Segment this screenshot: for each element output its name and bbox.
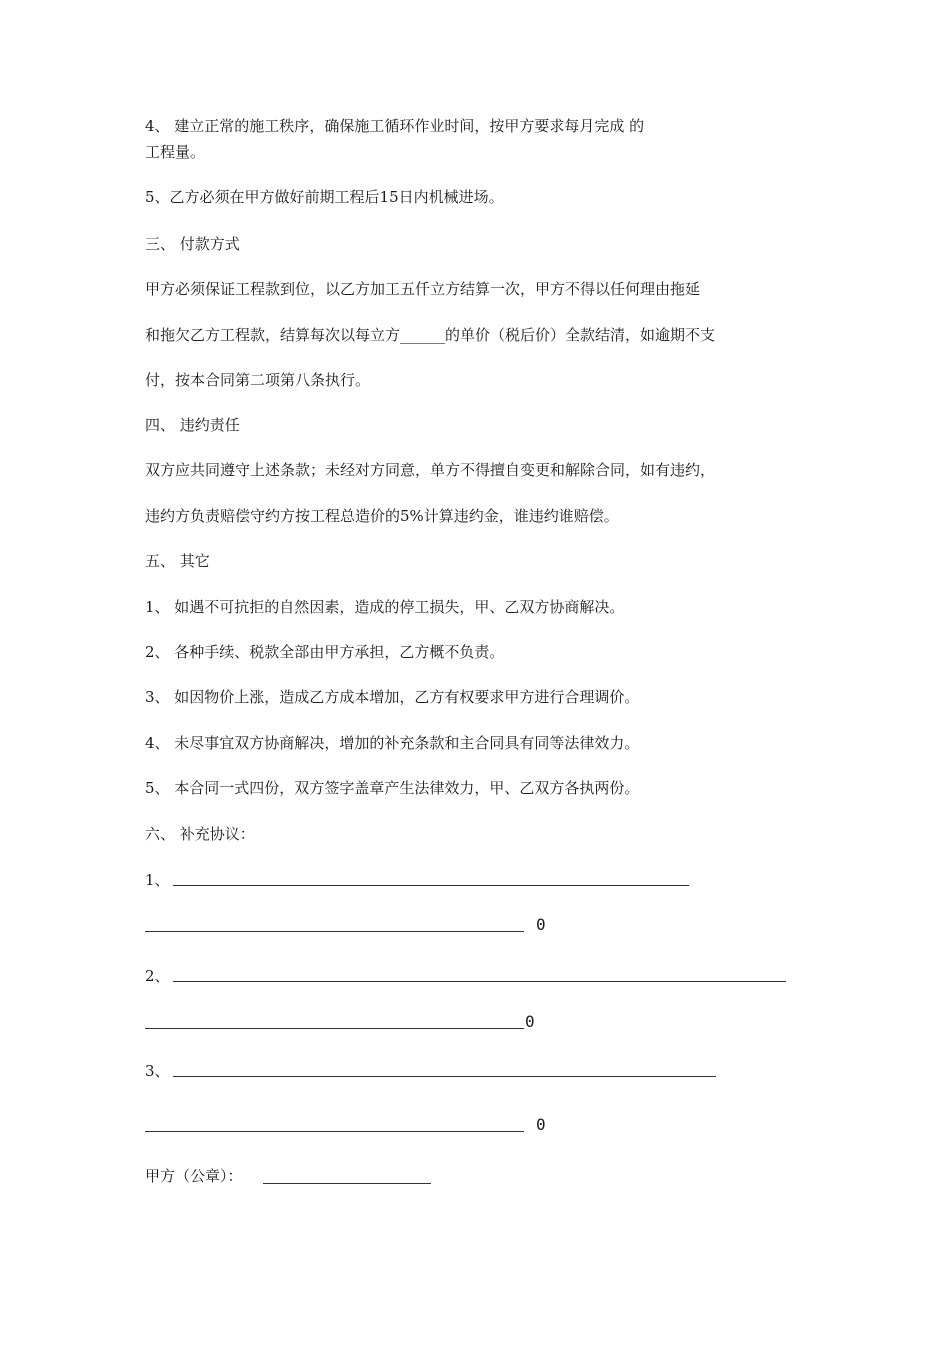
party-a-seal-blank[interactable] <box>263 1183 431 1184</box>
clause-4-line-2: 工程量。 <box>145 143 206 161</box>
section-other-heading: 五、 其它 <box>145 552 210 570</box>
other-item-3: 3、 如因物价上涨，造成乙方成本增加，乙方有权要求甲方进行合理调价。 <box>145 688 640 706</box>
payment-line-3: 付，按本合同第二项第八条执行。 <box>145 371 371 389</box>
supplement-2-blank-line-2[interactable] <box>145 1028 524 1029</box>
payment-line-2: 和拖欠乙方工程款，结算每次以每立方______的单价（税后价）全款结清，如逾期不支 <box>145 326 716 344</box>
other-item-5: 5、 本合同一式四份，双方签字盖章产生法律效力，甲、乙双方各执两份。 <box>145 779 640 797</box>
party-a-seal-label: 甲方（公章）： <box>145 1167 243 1185</box>
supplement-3-end-mark: 0 <box>536 1115 546 1134</box>
section-payment-heading: 三、 付款方式 <box>145 235 240 253</box>
other-item-4: 4、 未尽事宜双方协商解决，增加的补充条款和主合同具有同等法律效力。 <box>145 734 640 752</box>
breach-line-2: 违约方负责赔偿守约方按工程总造价的5%计算违约金，谁违约谁赔偿。 <box>145 507 619 525</box>
section-breach-heading: 四、 违约责任 <box>145 416 240 434</box>
clause-4-line-1: 4、 建立正常的施工秩序，确保施工循环作业时间，按甲方要求每月完成 的 <box>145 117 645 135</box>
other-item-2: 2、 各种手续、税款全部由甲方承担，乙方概不负责。 <box>145 643 505 661</box>
supplement-number-1: 1、 <box>145 871 170 889</box>
section-supplement-heading: 六、 补充协议： <box>145 825 255 843</box>
supplement-2-blank-line[interactable] <box>173 981 786 982</box>
supplement-number-3: 3、 <box>145 1062 170 1080</box>
supplement-number-2: 2、 <box>145 967 170 985</box>
supplement-2-end-mark: 0 <box>525 1012 535 1031</box>
payment-line-1: 甲方必须保证工程款到位，以乙方加工五仟立方结算一次，甲方不得以任何理由拖延 <box>145 280 701 298</box>
supplement-1-blank-line-2[interactable] <box>145 931 524 932</box>
clause-5: 5、乙方必须在甲方做好前期工程后15日内机械进场。 <box>145 188 504 206</box>
supplement-1-blank-line[interactable] <box>173 885 689 886</box>
supplement-3-blank-line[interactable] <box>173 1076 716 1077</box>
breach-line-1: 双方应共同遵守上述条款；未经对方同意，单方不得擅自变更和解除合同，如有违约， <box>145 461 716 479</box>
other-item-1: 1、 如遇不可抗拒的自然因素，造成的停工损失，甲、乙双方协商解决。 <box>145 598 625 616</box>
supplement-3-blank-line-2[interactable] <box>145 1131 524 1132</box>
supplement-1-end-mark: 0 <box>536 915 546 934</box>
